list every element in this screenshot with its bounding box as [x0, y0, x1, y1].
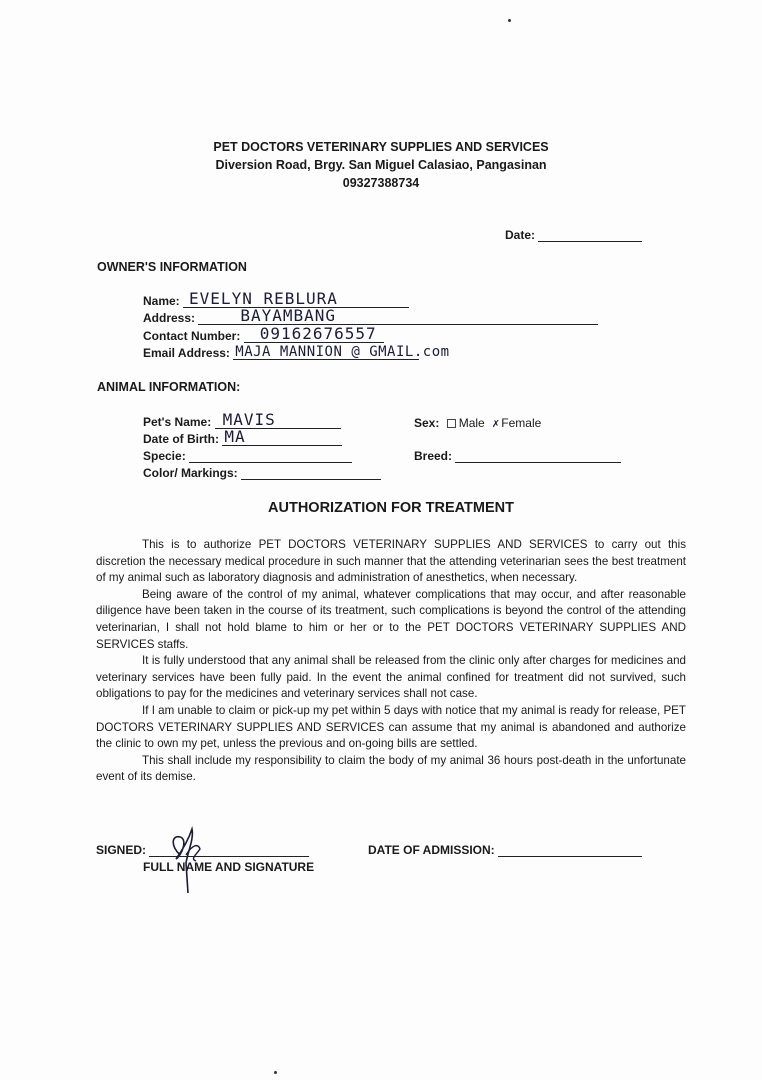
authorization-paragraph: It is fully understood that any animal shall be released from the clinic only after charges for medicines and veterinary services have been fully paid. In the event the animal confined for treatment did not survived, such obligations to pay for the medicines and veterinary services shall not case. — [96, 654, 686, 701]
authorization-paragraph: This shall include my responsibility to claim the body of my animal 36 hours post-death in the unfortunate event of its demise. — [96, 753, 686, 784]
date-of-admission-field[interactable] — [368, 843, 642, 857]
sex-field — [414, 416, 541, 430]
full-name-signature-label: FULL NAME AND SIGNATURE — [143, 860, 315, 874]
scan-speck — [508, 19, 511, 22]
owner-contact-field[interactable] — [143, 324, 384, 343]
authorization-body — [96, 537, 686, 786]
female-option-label: Female — [501, 416, 542, 430]
owner-address-field[interactable] — [143, 306, 598, 325]
owner-address-label: Address: — [143, 311, 196, 325]
authorization-paragraph: If I am unable to claim or pick-up my pet within 5 days with notice that my animal is ready for release, PET DOCTORS VETERINARY SUPPLIES AND SERVICES can assume that my animal is abandoned and authorize the clinic to own my pet, unless the previous and on-going bills are settled. — [96, 703, 686, 751]
handwritten-signature — [160, 815, 220, 895]
breed-field[interactable] — [414, 447, 621, 463]
specie-line[interactable] — [189, 447, 352, 463]
breed-label: Breed: — [414, 449, 453, 463]
signed-label: SIGNED: — [96, 843, 147, 857]
date-of-admission-label: DATE OF ADMISSION: — [368, 843, 495, 857]
female-checkbox-checked[interactable]: ✗ — [492, 416, 500, 430]
company-name: PET DOCTORS VETERINARY SUPPLIES AND SERVICES — [213, 140, 549, 154]
date-of-admission-line[interactable] — [498, 844, 642, 857]
owner-name-value: EVELYN REBLURA — [189, 289, 338, 308]
owner-email-label: Email Address: — [143, 346, 230, 360]
owner-name-label: Name: — [143, 294, 180, 308]
authorization-title: AUTHORIZATION FOR TREATMENT — [268, 500, 514, 516]
owner-section-title: OWNER'S INFORMATION — [97, 260, 247, 274]
date-label: Date: — [505, 228, 536, 242]
date-field[interactable] — [505, 228, 642, 242]
color-line[interactable] — [241, 464, 381, 480]
owner-email-line[interactable] — [233, 344, 450, 360]
color-field[interactable] — [143, 464, 381, 480]
sex-label: Sex: — [414, 416, 440, 430]
dob-line[interactable] — [222, 427, 342, 446]
owner-contact-value: 09162676557 — [259, 324, 377, 343]
specie-field[interactable] — [143, 447, 352, 463]
pet-name-label: Pet's Name: — [143, 415, 212, 429]
scan-speck — [274, 1071, 277, 1074]
dob-value: MA — [224, 427, 246, 446]
owner-contact-label: Contact Number: — [143, 329, 241, 343]
breed-line[interactable] — [455, 447, 621, 463]
specie-label: Specie: — [143, 449, 186, 463]
owner-address-value: BAYAMBANG — [240, 306, 337, 325]
male-checkbox[interactable] — [447, 419, 456, 428]
owner-contact-line[interactable] — [244, 324, 384, 343]
dob-label: Date of Birth: — [143, 432, 219, 446]
pet-name-value: MAVIS — [222, 410, 276, 429]
dob-field[interactable] — [143, 427, 342, 446]
male-option-label: Male — [458, 416, 485, 430]
company-address: Diversion Road, Brgy. San Miguel Calasiao, Pangasinan — [215, 158, 547, 172]
authorization-paragraph: Being aware of the control of my animal, whatever complications that may occur, and after reasonable diligence have been taken in the course of its treatment, such complications is beyond the control of the attending veterinarian, I shall not hold blame to him or her or to the PET DOCTORS VETERINARY SUPPLIES AND SERVICES staffs. — [96, 587, 686, 651]
company-phone: 09327388734 — [342, 176, 420, 190]
animal-section-title: ANIMAL INFORMATION: — [97, 380, 241, 394]
owner-email-field[interactable] — [143, 344, 450, 360]
authorization-paragraph: This is to authorize PET DOCTORS VETERINARY SUPPLIES AND SERVICES to carry out this discretion the necessary medical procedure in such manner that the attending veterinarian sees the best treatment of my animal such as laboratory diagnosis and administration of anesthetics, when necessary. — [96, 538, 686, 585]
owner-email-value: MAJA MANNION @ GMAIL.com — [235, 344, 450, 360]
owner-address-line[interactable] — [198, 306, 598, 325]
date-line[interactable] — [538, 229, 642, 242]
form-header — [0, 138, 762, 192]
color-label: Color/ Markings: — [143, 466, 238, 480]
